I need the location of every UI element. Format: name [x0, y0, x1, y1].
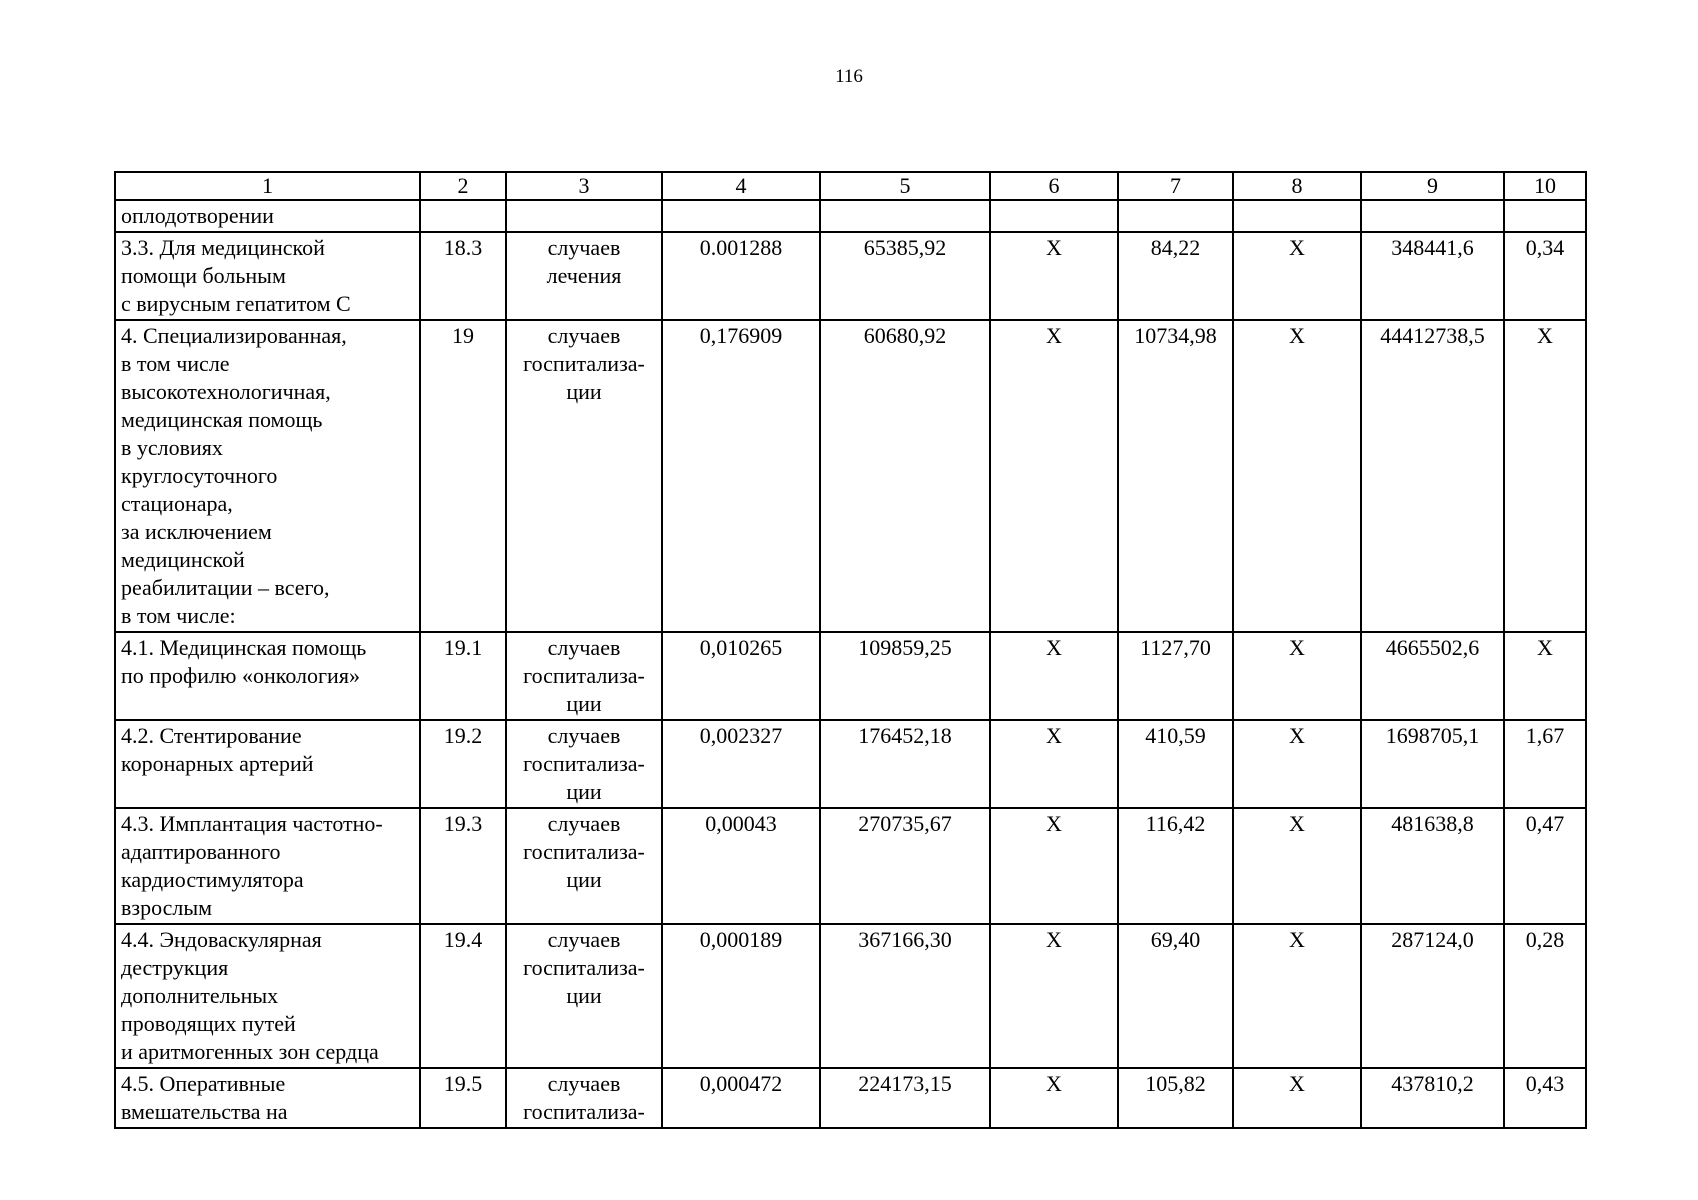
share-cell: 0,34: [1504, 232, 1586, 320]
unit-line: госпитализа-: [523, 663, 645, 688]
total-cell: 44412738,5: [1361, 320, 1504, 632]
cost-cell: 176452,18: [820, 720, 990, 808]
unit-line: ции: [566, 867, 602, 892]
table-row: [115, 232, 1586, 320]
share-cell: Х: [1504, 320, 1586, 632]
row-name-line: деструкция: [121, 955, 229, 980]
value-cell: 105,82: [1118, 1068, 1233, 1128]
row-code-cell: 19.3: [420, 808, 506, 924]
row-name-line: медицинская помощь: [121, 407, 323, 432]
cost-cell: 224173,15: [820, 1068, 990, 1128]
value-cell: 69,40: [1118, 924, 1233, 1068]
x-cell: Х: [1233, 720, 1361, 808]
table-row: [115, 720, 1586, 808]
x-cell: Х: [990, 924, 1118, 1068]
x-cell: Х: [1233, 1068, 1361, 1128]
share-cell: 0,28: [1504, 924, 1586, 1068]
row-code-cell: 19.1: [420, 632, 506, 720]
row-name-line: вмешательства на: [121, 1099, 288, 1124]
row-name-line: круглосуточного: [121, 463, 278, 488]
unit-line: случаев: [547, 1071, 621, 1096]
table-row: [115, 808, 1586, 924]
row-code-cell: 19.4: [420, 924, 506, 1068]
unit-line: случаев: [547, 235, 621, 260]
unit-line: ции: [566, 379, 602, 404]
cost-cell: 270735,67: [820, 808, 990, 924]
share-cell: 0,43: [1504, 1068, 1586, 1128]
row-name-line: кардиостимулятора: [121, 867, 304, 892]
x-cell: Х: [1233, 632, 1361, 720]
total-cell: [1361, 200, 1504, 232]
column-number: 7: [1118, 172, 1233, 200]
column-number: 5: [820, 172, 990, 200]
column-number: 8: [1233, 172, 1361, 200]
row-name-line: по профилю «онкология»: [121, 663, 360, 688]
unit-line: госпитализа-: [523, 351, 645, 376]
column-number: 2: [420, 172, 506, 200]
row-code-cell: 19: [420, 320, 506, 632]
row-name-line: реабилитации – всего,: [121, 575, 330, 600]
x-cell: Х: [1233, 808, 1361, 924]
row-code-cell: [420, 200, 506, 232]
value-cell: 1127,70: [1118, 632, 1233, 720]
row-name-line: взрослым: [121, 895, 213, 920]
x-cell: Х: [990, 320, 1118, 632]
column-number: 10: [1504, 172, 1586, 200]
row-name-line: в том числе: [121, 351, 230, 376]
x-cell: Х: [990, 720, 1118, 808]
coefficient-cell: 0,010265: [662, 632, 820, 720]
table-row: [115, 200, 1586, 232]
row-code-cell: 18.3: [420, 232, 506, 320]
page-number: 116: [835, 66, 863, 87]
row-name-line: за исключением: [121, 519, 272, 544]
row-name-line: стационара,: [121, 491, 233, 516]
column-number: 1: [115, 172, 420, 200]
coefficient-cell: 0,002327: [662, 720, 820, 808]
row-name-cell: [115, 1068, 420, 1128]
unit-line: ции: [566, 779, 602, 804]
row-name-cell: [115, 924, 420, 1068]
cost-cell: 367166,30: [820, 924, 990, 1068]
row-name-line: высокотехнологичная,: [121, 379, 331, 404]
row-name-cell: [115, 632, 420, 720]
table-row: [115, 1068, 1586, 1128]
unit-line: случаев: [547, 811, 621, 836]
total-cell: 4665502,6: [1361, 632, 1504, 720]
unit-line: госпитализа-: [523, 839, 645, 864]
row-name-line: в условиях: [121, 435, 223, 460]
row-name-line: 4.1. Медицинская помощь: [121, 635, 367, 660]
data-table: [114, 171, 1587, 1129]
row-name-line: 3.3. Для медицинской: [121, 235, 325, 260]
column-number: 6: [990, 172, 1118, 200]
unit-cell: [506, 720, 662, 808]
value-cell: 116,42: [1118, 808, 1233, 924]
total-cell: 1698705,1: [1361, 720, 1504, 808]
cost-cell: [820, 200, 990, 232]
total-cell: 481638,8: [1361, 808, 1504, 924]
share-cell: 1,67: [1504, 720, 1586, 808]
table-row: [115, 924, 1586, 1068]
table-row: [115, 632, 1586, 720]
x-cell: Х: [990, 232, 1118, 320]
unit-line: случаев: [547, 323, 621, 348]
cost-cell: 60680,92: [820, 320, 990, 632]
x-cell: Х: [1233, 924, 1361, 1068]
row-name-line: 4.2. Стентирование: [121, 723, 302, 748]
row-name-cell: [115, 200, 420, 232]
coefficient-cell: 0,000472: [662, 1068, 820, 1128]
x-cell: Х: [1233, 320, 1361, 632]
unit-cell: [506, 924, 662, 1068]
row-name-cell: [115, 320, 420, 632]
x-cell: [1233, 200, 1361, 232]
row-name-line: в том числе:: [121, 603, 236, 628]
row-name-line: коронарных артерий: [121, 751, 314, 776]
unit-line: случаев: [547, 723, 621, 748]
row-code-cell: 19.5: [420, 1068, 506, 1128]
row-name-cell: [115, 232, 420, 320]
coefficient-cell: 0,000189: [662, 924, 820, 1068]
value-cell: 10734,98: [1118, 320, 1233, 632]
unit-line: госпитализа-: [523, 1099, 645, 1124]
unit-line: случаев: [547, 927, 621, 952]
cost-cell: 109859,25: [820, 632, 990, 720]
coefficient-cell: 0,176909: [662, 320, 820, 632]
row-name-line: адаптированного: [121, 839, 281, 864]
row-name-line: 4.4. Эндоваскулярная: [121, 927, 322, 952]
x-cell: Х: [990, 1068, 1118, 1128]
row-name-line: проводящих путей: [121, 1011, 296, 1036]
row-name-line: и аритмогенных зон сердца: [121, 1039, 379, 1064]
coefficient-cell: 0.001288: [662, 232, 820, 320]
unit-line: госпитализа-: [523, 751, 645, 776]
value-cell: [1118, 200, 1233, 232]
coefficient-cell: [662, 200, 820, 232]
row-name-line: оплодотворении: [121, 203, 274, 228]
row-name-line: 4.3. Имплантация частотно-: [121, 811, 383, 836]
total-cell: 348441,6: [1361, 232, 1504, 320]
unit-cell: [506, 632, 662, 720]
share-cell: 0,47: [1504, 808, 1586, 924]
column-number: 4: [662, 172, 820, 200]
x-cell: Х: [990, 808, 1118, 924]
value-cell: 410,59: [1118, 720, 1233, 808]
row-name-line: помощи больным: [121, 263, 286, 288]
unit-cell: [506, 1068, 662, 1128]
row-name-line: с вирусным гепатитом С: [121, 291, 351, 316]
unit-line: случаев: [547, 635, 621, 660]
cost-cell: 65385,92: [820, 232, 990, 320]
row-name-line: дополнительных: [121, 983, 279, 1008]
total-cell: 287124,0: [1361, 924, 1504, 1068]
x-cell: Х: [990, 632, 1118, 720]
table-row: [115, 320, 1586, 632]
value-cell: 84,22: [1118, 232, 1233, 320]
unit-cell: [506, 808, 662, 924]
column-number: 9: [1361, 172, 1504, 200]
row-name-cell: [115, 808, 420, 924]
row-name-cell: [115, 720, 420, 808]
unit-cell: [506, 232, 662, 320]
coefficient-cell: 0,00043: [662, 808, 820, 924]
share-cell: Х: [1504, 632, 1586, 720]
column-number: 3: [506, 172, 662, 200]
total-cell: 437810,2: [1361, 1068, 1504, 1128]
x-cell: Х: [1233, 232, 1361, 320]
unit-line: ции: [566, 983, 602, 1008]
unit-cell: [506, 320, 662, 632]
x-cell: [990, 200, 1118, 232]
row-name-line: 4. Специализированная,: [121, 323, 347, 348]
share-cell: [1504, 200, 1586, 232]
unit-line: ции: [566, 691, 602, 716]
unit-line: лечения: [546, 263, 622, 288]
row-name-line: 4.5. Оперативные: [121, 1071, 286, 1096]
unit-cell: [506, 200, 662, 232]
unit-line: госпитализа-: [523, 955, 645, 980]
column-number-row: [115, 172, 1586, 200]
row-name-line: медицинской: [121, 547, 245, 572]
row-code-cell: 19.2: [420, 720, 506, 808]
